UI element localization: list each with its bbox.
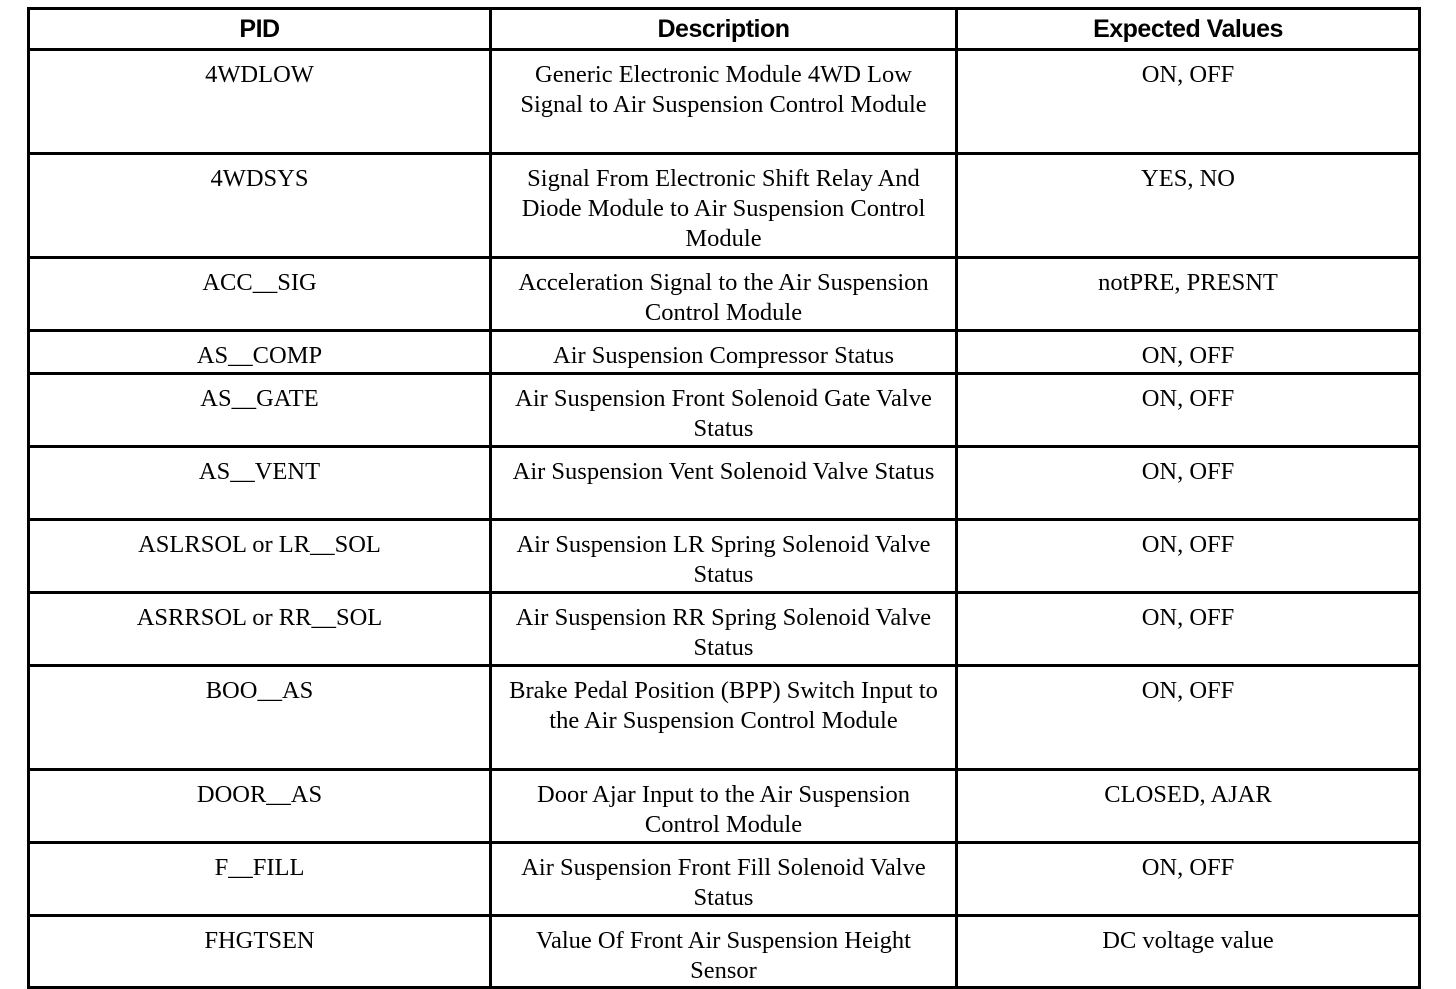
pid-cell: F__FILL — [29, 843, 491, 916]
description-cell: Air Suspension Compressor Status — [491, 331, 957, 374]
pid-cell: AS__GATE — [29, 374, 491, 447]
expected-values-cell: ON, OFF — [957, 843, 1420, 916]
expected-values-cell: ON, OFF — [957, 666, 1420, 770]
expected-values-cell: ON, OFF — [957, 593, 1420, 666]
expected-values-cell: ON, OFF — [957, 331, 1420, 374]
header-expected-values: Expected Values — [957, 9, 1420, 50]
pid-cell: ACC__SIG — [29, 258, 491, 331]
table-row — [29, 447, 1420, 520]
table-row — [29, 770, 1420, 843]
table-body — [29, 50, 1420, 988]
table-row — [29, 843, 1420, 916]
header-row — [29, 9, 1420, 50]
table-header — [29, 9, 1420, 50]
expected-values-cell: ON, OFF — [957, 50, 1420, 154]
pid-cell: AS__VENT — [29, 447, 491, 520]
table-row — [29, 50, 1420, 154]
pid-cell: AS__COMP — [29, 331, 491, 374]
pid-cell: ASLRSOL or LR__SOL — [29, 520, 491, 593]
expected-values-cell: YES, NO — [957, 154, 1420, 258]
description-cell: Signal From Electronic Shift Relay And Diode Module to Air Suspension Control Module — [491, 154, 957, 258]
description-cell: Air Suspension RR Spring Solenoid Valve Status — [491, 593, 957, 666]
pid-cell: BOO__AS — [29, 666, 491, 770]
table-row — [29, 916, 1420, 988]
table-row — [29, 374, 1420, 447]
description-cell: Value Of Front Air Suspension Height Sensor — [491, 916, 957, 988]
pid-cell: FHGTSEN — [29, 916, 491, 988]
description-cell: Air Suspension Vent Solenoid Valve Status — [491, 447, 957, 520]
description-cell: Generic Electronic Module 4WD Low Signal to Air Suspension Control Module — [491, 50, 957, 154]
description-cell: Air Suspension Front Fill Solenoid Valve Status — [491, 843, 957, 916]
table-row — [29, 154, 1420, 258]
pid-cell: DOOR__AS — [29, 770, 491, 843]
expected-values-cell: CLOSED, AJAR — [957, 770, 1420, 843]
description-cell: Brake Pedal Position (BPP) Switch Input to the Air Suspension Control Module — [491, 666, 957, 770]
expected-values-cell: ON, OFF — [957, 447, 1420, 520]
description-cell: Air Suspension Front Solenoid Gate Valve Status — [491, 374, 957, 447]
pid-table — [27, 7, 1421, 989]
expected-values-cell: notPRE, PRESNT — [957, 258, 1420, 331]
header-description: Description — [491, 9, 957, 50]
expected-values-cell: ON, OFF — [957, 374, 1420, 447]
description-cell: Air Suspension LR Spring Solenoid Valve Status — [491, 520, 957, 593]
table-row — [29, 593, 1420, 666]
table-row — [29, 666, 1420, 770]
table-row — [29, 520, 1420, 593]
description-cell: Door Ajar Input to the Air Suspension Control Module — [491, 770, 957, 843]
expected-values-cell: DC voltage value — [957, 916, 1420, 988]
table-row — [29, 258, 1420, 331]
header-pid: PID — [29, 9, 491, 50]
pid-cell: ASRRSOL or RR__SOL — [29, 593, 491, 666]
pid-cell: 4WDSYS — [29, 154, 491, 258]
description-cell: Acceleration Signal to the Air Suspension Control Module — [491, 258, 957, 331]
table-row — [29, 331, 1420, 374]
expected-values-cell: ON, OFF — [957, 520, 1420, 593]
pid-cell: 4WDLOW — [29, 50, 491, 154]
